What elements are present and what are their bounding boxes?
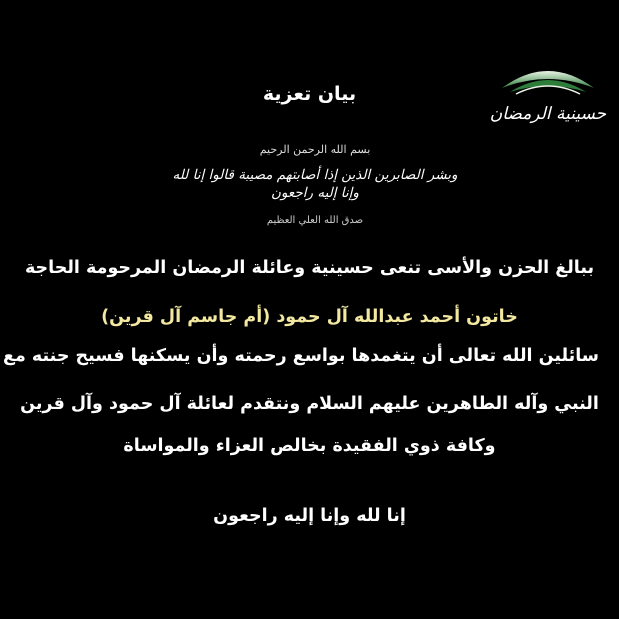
quran-verse-calligraphy <box>165 137 465 233</box>
message-line-3: سائلين الله تعالى أن يتغمدها بواسع رحمته وأن يسكنها فسيح جنته مع <box>3 346 599 366</box>
message-line-4: النبي وآله الطاهرين عليهم السلام ونتقدم لعائلة آل حمود وآل قرين <box>20 394 599 414</box>
deceased-name-line: خاتون أحمد عبدالله آل حمود (أم جاسم آل قرين) <box>101 307 518 327</box>
closing-phrase: إنا لله وإنا إليه راجعون <box>213 506 406 526</box>
message-line-5: وكافة ذوي الفقيدة بخالص العزاء والمواساة <box>123 436 496 456</box>
bismillah-text: بسم الله الرحمن الرحيم <box>259 143 371 156</box>
page-title: بيان تعزية <box>262 83 357 105</box>
ayah-text: وبشر الصابرين الذين إذا أصابتهم مصيبة قالوا إنا لله وإنا إليه راجعون <box>172 167 458 201</box>
sadaqa-text: صدق الله العلي العظيم <box>266 215 364 226</box>
message-line-1: ببالغ الحزن والأسى تنعى حسينية وعائلة الرمضان المرحومة الحاجة <box>24 258 595 278</box>
logo-text: حسينية الرمضان <box>489 104 607 124</box>
